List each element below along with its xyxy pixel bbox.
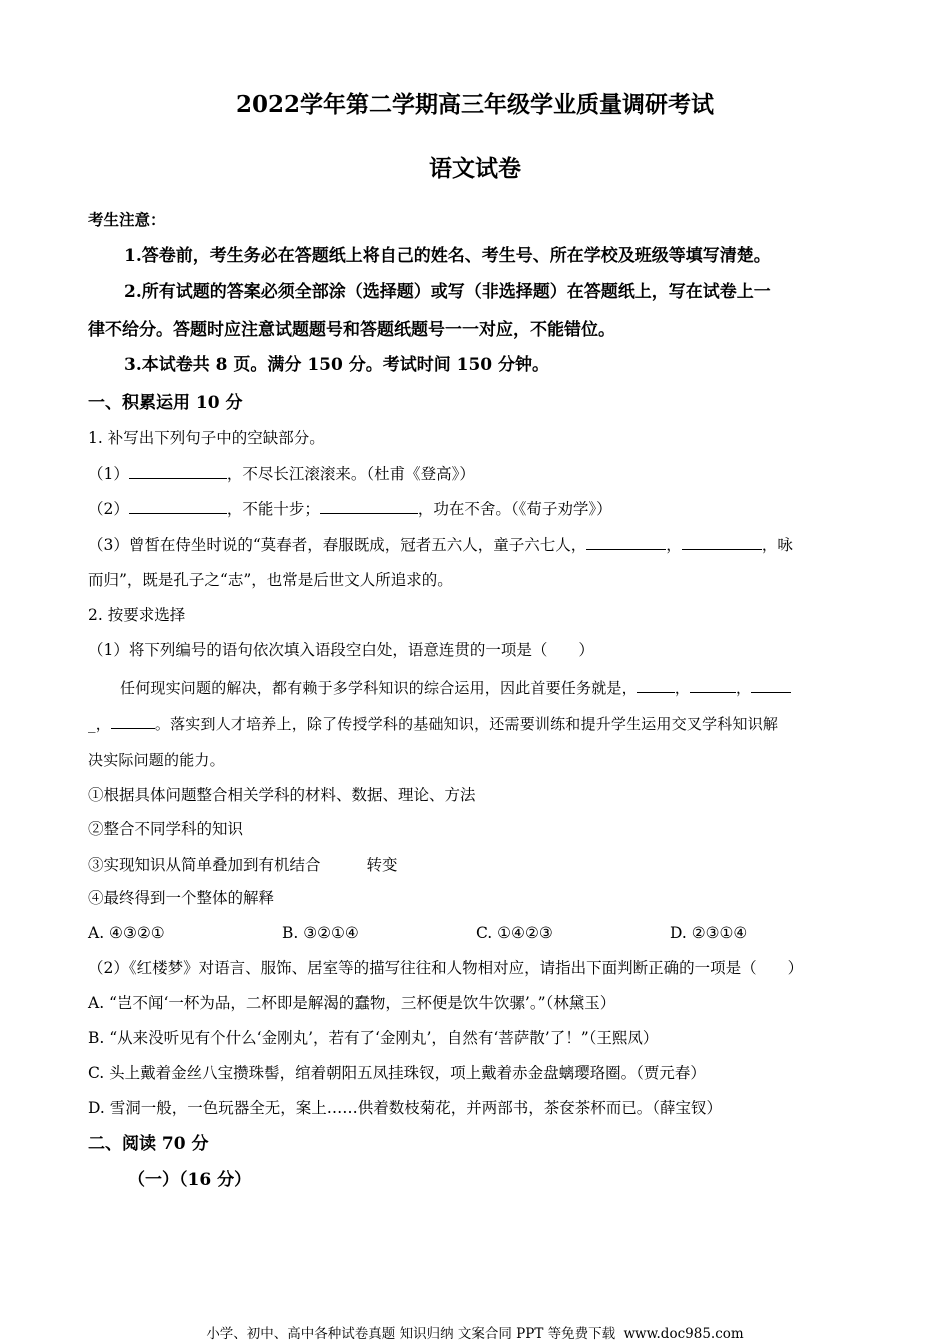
footer-text: 小学、初中、高中各种试卷真题 知识归纳 文案合同 PPT 等免费下载 [206, 1326, 616, 1342]
passage-separator: ， [674, 679, 691, 697]
section-1-heading: 一、积累运用 10 分 [88, 393, 243, 413]
q1-part-3-line-2: 而归”，既是孔子之“志”，也常是后世文人所追求的。 [88, 571, 453, 589]
sentence-1: ①根据具体问题整合相关学科的材料、数据、理论、方法 [88, 786, 476, 804]
q1-part-2-text: ，功在不舍。（《荀子劝学》） [417, 500, 612, 518]
passage-separator: ， [736, 679, 752, 697]
answer-blank[interactable] [690, 677, 736, 693]
q1-part-3-separator: ， [666, 536, 682, 554]
page-footer [0, 1322, 950, 1342]
passage-line-3: 决实际问题的能力。 [88, 751, 225, 769]
answer-blank[interactable] [637, 677, 675, 693]
answer-blank[interactable] [320, 498, 418, 514]
q2-2-option-b[interactable]: B. “从来没听见有个什么‘金刚丸’，若有了‘金刚丸’，自然有‘菩萨散’了！”（王熙凤） [88, 1029, 659, 1047]
passage-line-1 [120, 677, 791, 698]
footer-link[interactable]: www.doc985.com [623, 1326, 744, 1342]
q2-prompt: 2. 按要求选择 [88, 606, 186, 624]
q2-2-option-c[interactable]: C. 头上戴着金丝八宝攒珠髻，绾着朝阳五凤挂珠钗，项上戴着赤金盘螭璎珞圈。（贾元春） [88, 1064, 706, 1082]
q2-option-b[interactable]: B. ③②①④ [282, 924, 359, 942]
q1-part-3-line-1 [88, 534, 793, 555]
q1-part-3-end: ，咏 [761, 536, 793, 554]
passage-text: 。落实到人才培养上，除了传授学科的基础知识，还需要训练和提升学生运用交叉学科知识解 [154, 715, 779, 733]
sentence-4: ④最终得到一个整体的解释 [88, 889, 275, 907]
answer-blank[interactable] [129, 463, 227, 479]
sentence-3-end: 转变 [366, 856, 398, 874]
notice-heading: 考生注意： [88, 210, 166, 229]
section-2-heading: 二、阅读 70 分 [88, 1134, 209, 1154]
answer-blank[interactable] [751, 677, 791, 693]
q1-part-2 [88, 498, 612, 519]
q1-part-3-text: （3）曾皙在侍坐时说的“莫春者，春服既成，冠者五六人，童子六七人， [88, 536, 587, 554]
q2-sub-1: （1）将下列编号的语句依次填入语段空白处，语意连贯的一项是（ ） [88, 641, 594, 659]
answer-blank[interactable] [111, 713, 155, 729]
q2-option-d[interactable]: D. ②③①④ [670, 924, 748, 942]
sentence-2: ②整合不同学科的知识 [88, 820, 244, 838]
q2-option-a[interactable]: A. ④③②① [88, 924, 165, 942]
q1-part-2-middle: ，不能十步； [226, 500, 320, 518]
answer-blank[interactable] [129, 498, 227, 514]
answer-blank[interactable] [586, 534, 666, 550]
q1-part-1 [88, 463, 475, 484]
notice-item-1: 1.答卷前，考生务必在答题纸上将自己的姓名、考生号、所在学校及班级等填写清楚。 [124, 246, 771, 266]
exam-subtitle: 语文试卷 [429, 155, 521, 182]
passage-line-2 [88, 713, 778, 734]
q1-part-1-text: ，不尽长江滚滚来。（杜甫《登高》） [226, 465, 475, 483]
passage-text: 任何现实问题的解决，都有赖于多学科知识的综合运用，因此首要任务就是， [120, 679, 637, 697]
q2-2-option-d[interactable]: D. 雪洞一般，一色玩器全无，案上……供着数枝菊花，并两部书，茶奁茶杯而已。（薛宝钗） [88, 1099, 722, 1117]
q1-prompt: 1. 补写出下列句子中的空缺部分。 [88, 429, 325, 447]
answer-blank[interactable] [682, 534, 762, 550]
q1-part-2-number: （2） [88, 500, 129, 518]
q1-part-1-number: （1） [88, 465, 129, 483]
exam-title: 2022学年第二学期高三年级学业质量调研考试 [235, 91, 714, 118]
section-2-part-1: （一）（16 分） [128, 1170, 252, 1190]
q2-2-option-a[interactable]: A. “岂不闻‘一杯为品，二杯即是解渴的蠢物，三杯便是饮牛饮骡’。”（林黛玉） [88, 994, 616, 1012]
notice-item-2-line-2: 律不给分。答题时应注意试题题号和答题纸题号一一对应，不能错位。 [88, 320, 615, 340]
q2-sub-2: （2）《红楼梦》对语言、服饰、居室等的描写往往和人物相对应，请指出下面判断正确的一项是（ ） [88, 959, 804, 977]
notice-item-2-line-1: 2.所有试题的答案必须全部涂（选择题）或写（非选择题）在答题纸上，写在试卷上一 [124, 282, 771, 302]
sentence-3-text: ③实现知识从简单叠加到有机结合 [88, 856, 321, 874]
sentence-3 [88, 855, 398, 875]
notice-item-3: 3.本试卷共 8 页。满分 150 分。考试时间 150 分钟。 [124, 355, 550, 375]
passage-text: _， [88, 715, 111, 733]
q2-option-c[interactable]: C. ①④②③ [476, 924, 553, 942]
